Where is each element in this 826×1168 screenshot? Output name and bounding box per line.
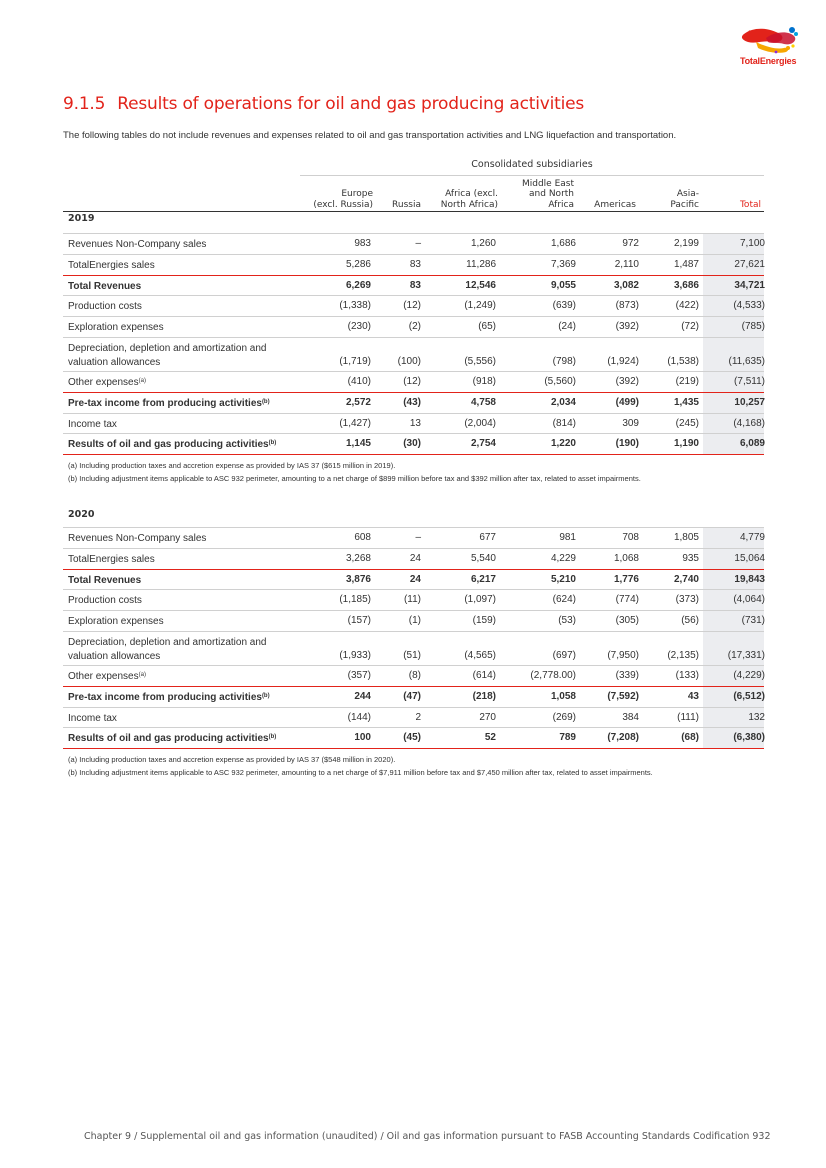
row-label-text: Results of oil and gas producing activities (68, 733, 269, 745)
table-cell: (339) (615, 670, 639, 681)
table-cell: (305) (615, 615, 639, 627)
row-label-line: Revenues Non-Company sales (68, 239, 207, 250)
table-cell: (30) (403, 438, 421, 450)
row-label-line: Exploration expenses (68, 616, 164, 628)
table-cell: (1,097) (464, 594, 496, 606)
row-label (68, 636, 266, 664)
table-cell: (245) (675, 417, 699, 429)
table-cell: (47) (403, 690, 421, 702)
table-cell: (1,924) (607, 356, 639, 367)
table-row (63, 527, 764, 548)
table-cell: (72) (681, 321, 699, 333)
section-number: 9.1.5 (63, 94, 106, 114)
table-cell: 27,621 (734, 258, 765, 270)
table-cell: 972 (622, 238, 639, 249)
table-cell: 2,572 (345, 396, 371, 408)
table-cell: (392) (615, 321, 639, 333)
table-cell: 708 (622, 532, 639, 543)
footnote: (b) Including adjustment items applicable to ASC 932 perimeter, amounting to a net charge of $7,911 million before tax and $7,450 million after tax, related to asset impairments. (68, 768, 653, 777)
row-label-line: Production costs (68, 595, 142, 607)
table-cell: (1) (408, 615, 421, 627)
table-row (63, 686, 764, 707)
table-cell: 3,876 (345, 573, 371, 585)
table-cell: 2,754 (470, 438, 496, 450)
row-label (68, 300, 142, 314)
table-row (63, 392, 764, 413)
row-label (68, 342, 266, 370)
table-cell: (774) (615, 594, 639, 606)
column-header-line: and North (529, 189, 574, 199)
row-label-line: Total Revenues (68, 574, 142, 586)
table-cell: (4,064) (733, 594, 765, 606)
table-cell: (357) (347, 670, 371, 681)
year-heading: 2019 (68, 213, 95, 224)
column-header-line: Total (739, 199, 761, 210)
brand-name: TotalEnergies (740, 56, 797, 66)
row-label-text: Other expenses (68, 377, 139, 388)
table-row (63, 295, 764, 316)
table-cell: (2,004) (464, 417, 496, 429)
table-cell: (2,135) (667, 650, 699, 661)
table-cell: (269) (552, 711, 576, 723)
column-header-asia-pacific (670, 189, 699, 210)
table-cell: 2,740 (673, 573, 699, 585)
table-cell: 935 (682, 552, 699, 564)
table-cell: 2,199 (673, 238, 699, 249)
table-cell: (56) (681, 615, 699, 627)
table-cell: (392) (615, 376, 639, 387)
table-cell: 10,257 (734, 396, 765, 408)
table-row (63, 337, 764, 371)
table-cell: 11,286 (466, 258, 496, 270)
table-cell: (4,533) (733, 300, 765, 312)
table-cell: (65) (478, 321, 496, 333)
row-label (68, 532, 206, 546)
table-row (63, 316, 764, 337)
row-label-text: Results of oil and gas producing activities (68, 439, 269, 451)
table-cell: 2,034 (550, 396, 576, 408)
column-header-africa (441, 189, 498, 210)
table-cell: (43) (403, 396, 421, 408)
column-header-line: Africa (excl. (445, 189, 498, 199)
table-cell: (4,168) (733, 417, 765, 429)
table-cell: (639) (552, 300, 576, 312)
table-cell: 7,100 (739, 238, 765, 249)
table-cell: (918) (472, 376, 496, 387)
table-cell: (12) (403, 376, 421, 387)
table-cell: (7,950) (607, 650, 639, 661)
table-cell: 4,779 (739, 532, 765, 543)
row-label (68, 397, 270, 411)
footnote-marker: (b) (268, 440, 277, 447)
table-header-rule (63, 211, 764, 212)
table-row (63, 589, 764, 610)
table-cell: (2,778.00) (530, 670, 576, 681)
column-header-line: Asia- (676, 189, 699, 199)
table-cell: 43 (687, 690, 699, 702)
row-label-line (68, 376, 146, 390)
page-footer: Chapter 9 / Supplemental oil and gas information (unaudited) / Oil and gas information pursuant to FASB Accounting Standards Codification 932 (84, 1131, 771, 1142)
table-cell: (11) (403, 594, 421, 606)
table-cell: 1,220 (550, 438, 576, 450)
table-cell: (68) (681, 732, 699, 744)
table-cell: 5,286 (345, 258, 371, 270)
table-title: Consolidated subsidiaries (471, 159, 593, 170)
row-label-text: Pre-tax income from producing activities (68, 397, 262, 409)
table-cell: (7,511) (734, 376, 765, 387)
table-cell: 2,110 (614, 258, 639, 270)
table-row (63, 433, 764, 454)
column-header-europe (313, 189, 373, 210)
table-cell: 2 (415, 711, 421, 723)
table-cell: (230) (347, 321, 371, 333)
row-divider (63, 748, 764, 749)
table-cell: 1,145 (345, 438, 371, 450)
column-header-line: Pacific (670, 199, 699, 210)
header-divider (300, 175, 764, 176)
column-header-line: Americas (594, 199, 636, 210)
table-cell: (1,338) (339, 300, 371, 312)
table-cell: 1,058 (550, 690, 576, 702)
row-label-line: Depreciation, depletion and amortization and (68, 343, 267, 354)
row-label-line (68, 691, 270, 705)
table-cell: 4,758 (470, 396, 496, 408)
table-cell: (373) (675, 594, 699, 606)
column-header-line: (excl. Russia) (313, 199, 373, 210)
table-cell: 12,546 (465, 279, 496, 291)
table-cell: 270 (479, 711, 496, 723)
table-cell: 5,210 (550, 573, 576, 585)
table-cell: 83 (409, 279, 421, 291)
table-cell: 1,487 (673, 258, 699, 270)
table-cell: (100) (397, 356, 421, 367)
row-label-line (68, 438, 276, 452)
table-cell: 15,064 (734, 552, 765, 564)
row-label-line: TotalEnergies sales (68, 259, 155, 271)
footnote-marker: (a) (138, 672, 146, 678)
row-label-line (68, 732, 276, 746)
table-cell: 24 (409, 552, 421, 564)
table-cell: 5,540 (470, 552, 496, 564)
table-cell: (5,560) (544, 376, 576, 387)
row-label-text: Other expenses (68, 671, 139, 682)
row-label-line: valuation allowances (68, 357, 161, 368)
table-cell: (133) (675, 670, 699, 681)
table-cell: (51) (403, 650, 421, 661)
footnote: (a) Including production taxes and accretion expense as provided by IAS 37 ($615 million in 2019). (68, 461, 396, 470)
table-cell: (624) (552, 594, 576, 606)
table-cell: 6,269 (345, 279, 371, 291)
row-label-line: Income tax (68, 418, 117, 430)
table-cell: 3,686 (673, 279, 699, 291)
row-divider (63, 454, 764, 455)
table-cell: 132 (748, 711, 765, 723)
table-cell: 1,776 (613, 573, 639, 585)
table-cell: – (415, 532, 421, 543)
table-cell: 24 (409, 573, 421, 585)
year-heading: 2020 (68, 509, 95, 520)
table-cell: 981 (559, 532, 576, 543)
table-cell: (422) (675, 300, 699, 312)
row-label (68, 553, 155, 567)
table-cell: (190) (615, 438, 639, 450)
row-label (68, 712, 117, 726)
footnote-marker: (a) (138, 378, 146, 384)
footnote-marker: (b) (261, 692, 270, 699)
table-cell: 983 (354, 238, 371, 249)
table-cell: 309 (622, 417, 639, 429)
table-cell: (218) (472, 690, 496, 702)
table-cell: 789 (559, 732, 576, 744)
table-cell: 244 (354, 690, 371, 702)
table-cell: 1,190 (673, 438, 699, 450)
table-cell: (5,556) (464, 356, 496, 367)
table-cell: (219) (675, 376, 699, 387)
table-cell: 4,229 (550, 552, 576, 564)
column-header-russia (392, 200, 421, 211)
table-cell: (873) (615, 300, 639, 312)
row-label (68, 732, 276, 746)
footnote: (b) Including adjustment items applicable to ASC 932 perimeter, amounting to a net charge of $899 million before tax and $392 million after tax, related to asset impairments. (68, 474, 641, 483)
table-cell: (12) (403, 300, 421, 312)
row-label (68, 238, 206, 252)
table-cell: (1,538) (667, 356, 699, 367)
table-cell: 34,721 (734, 279, 765, 291)
row-label-line: Revenues Non-Company sales (68, 533, 207, 544)
table-cell: (1,249) (464, 300, 496, 312)
section-title-text: Results of operations for oil and gas producing activities (117, 94, 585, 114)
table-row (63, 275, 764, 296)
row-label-line: Total Revenues (68, 280, 142, 292)
table-cell: (11,635) (728, 356, 765, 367)
table-cell: (798) (552, 356, 576, 367)
intro-text: The following tables do not include revenues and expenses related to oil and gas transportation activities and LNG liquefaction and transportation. (63, 130, 677, 141)
table-cell: 100 (354, 732, 371, 744)
table-cell: (785) (741, 321, 765, 333)
table-cell: 1,686 (550, 238, 576, 249)
table-cell: 83 (409, 258, 421, 270)
column-header-line: Africa (548, 199, 574, 210)
footnote: (a) Including production taxes and accretion expense as provided by IAS 37 ($548 million in 2020). (68, 755, 396, 764)
table-cell: 1,435 (673, 396, 699, 408)
table-cell: 1,260 (470, 238, 496, 249)
row-label (68, 615, 164, 629)
column-header-total (740, 200, 761, 211)
table-row (63, 233, 764, 254)
table-cell: (614) (472, 670, 496, 681)
table-cell: – (415, 238, 421, 249)
table-cell: (814) (552, 417, 576, 429)
table-cell: (111) (677, 711, 699, 723)
table-cell: 1,805 (673, 532, 699, 543)
row-label-text: Pre-tax income from producing activities (68, 691, 262, 703)
column-header-middle-east (522, 179, 574, 211)
column-header-line: Middle East (521, 178, 574, 189)
table-cell: (731) (741, 615, 765, 627)
table-cell: (1,185) (339, 594, 371, 606)
table-row (63, 631, 764, 665)
table-cell: (1,427) (339, 417, 371, 429)
table-cell: 6,217 (470, 573, 496, 585)
table-cell: (24) (558, 321, 576, 333)
row-label-line: Depreciation, depletion and amortization and (68, 637, 267, 648)
section-title (63, 94, 584, 114)
row-label (68, 594, 142, 608)
footnote-marker: (b) (261, 398, 270, 405)
row-label (68, 418, 117, 432)
table-row (63, 610, 764, 631)
table-cell: (6,512) (733, 690, 765, 702)
table-row (63, 548, 764, 569)
row-label (68, 438, 276, 452)
table-cell: (159) (472, 615, 496, 627)
row-label (68, 321, 164, 335)
table-cell: (2) (408, 321, 421, 333)
table-cell: (7,208) (607, 732, 639, 744)
row-label-line: Exploration expenses (68, 322, 164, 334)
table-cell: 19,843 (734, 573, 765, 585)
table-cell: 608 (354, 532, 371, 543)
table-cell: (7,592) (607, 690, 639, 702)
column-header-line: Europe (341, 189, 373, 199)
row-label-line: Income tax (68, 712, 117, 724)
table-cell: 384 (622, 711, 639, 723)
table-row (63, 569, 764, 590)
table-cell: 9,055 (550, 279, 576, 291)
footnote-marker: (b) (268, 734, 277, 741)
table-row (63, 665, 764, 686)
column-header-americas (594, 200, 636, 211)
row-label (68, 574, 141, 588)
table-cell: 6,089 (739, 438, 765, 450)
table-cell: 677 (479, 532, 496, 543)
table-cell: (1,719) (339, 356, 371, 367)
row-label-line: valuation allowances (68, 651, 161, 662)
row-label (68, 691, 270, 705)
table-cell: 1,068 (613, 552, 639, 564)
table-cell: 7,369 (550, 258, 576, 270)
table-cell: (697) (552, 650, 576, 661)
table-cell: (17,331) (727, 650, 765, 661)
column-header-line: North Africa) (440, 199, 498, 210)
row-label (68, 376, 146, 390)
table-cell: (144) (347, 711, 371, 723)
table-row (63, 707, 764, 728)
table-cell: 52 (484, 732, 496, 744)
row-label (68, 670, 146, 684)
table-cell: (45) (403, 732, 421, 744)
table-cell: (1,933) (339, 650, 371, 661)
table-cell: (6,380) (733, 732, 765, 744)
table-cell: 3,082 (613, 279, 639, 291)
row-label (68, 280, 141, 294)
table-cell: 13 (409, 417, 421, 429)
table-row (63, 371, 764, 392)
table-row (63, 413, 764, 434)
table-cell: (499) (615, 396, 639, 408)
table-cell: (4,565) (464, 650, 496, 661)
table-cell: 3,268 (345, 552, 371, 564)
row-label-line: TotalEnergies sales (68, 553, 155, 565)
column-header-line: Russia (392, 199, 421, 210)
table-cell: (410) (347, 376, 371, 387)
table-row (63, 254, 764, 275)
table-cell: (53) (558, 615, 576, 627)
row-label-line (68, 397, 270, 411)
table-row (63, 727, 764, 748)
row-label (68, 259, 155, 273)
row-label-line: Production costs (68, 301, 142, 313)
table-cell: (157) (347, 615, 371, 627)
row-label-line (68, 670, 146, 684)
table-cell: (8) (408, 670, 421, 681)
table-cell: (4,229) (733, 670, 765, 681)
